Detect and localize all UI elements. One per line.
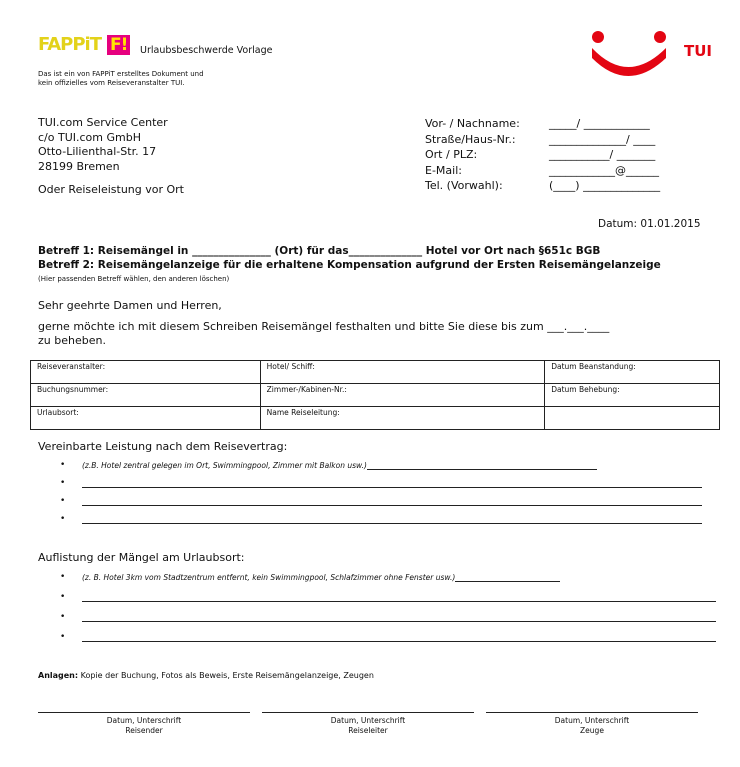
table-row [31, 407, 720, 430]
document-title: Urlaubsbeschwerde Vorlage [140, 45, 273, 56]
sender-row-phone [425, 178, 660, 194]
table-cell[interactable]: Name Reiseleitung: [260, 407, 545, 430]
sender-value[interactable]: ____________@______ [549, 163, 659, 177]
recipient-line-3: Otto-Lilienthal-Str. 17 [38, 145, 157, 158]
bullet: • [60, 592, 66, 602]
bullet: • [60, 612, 66, 622]
bullet: • [60, 572, 66, 582]
table-row [31, 384, 720, 407]
body-line-1: gerne möchte ich mit diesem Schreiben Reisemängel festhalten und bitte Sie diese bis zum ___.___.____ [38, 320, 610, 333]
sender-label: Vor- / Nachname: [425, 117, 520, 130]
table-cell[interactable] [545, 407, 720, 430]
bullet: • [60, 632, 66, 642]
signature-label-witness [486, 716, 698, 736]
list-item[interactable] [60, 570, 560, 582]
list-item[interactable] [60, 458, 597, 470]
body-text [38, 320, 609, 348]
attachments-text: Kopie der Buchung, Fotos als Beweis, Erste Reisemängelanzeige, Zeugen [80, 671, 374, 680]
table-cell[interactable]: Datum Beanstandung: [545, 361, 720, 384]
recipient-line-2: c/o TUI.com GmbH [38, 130, 141, 144]
greeting: Sehr geehrte Damen und Herren, [38, 299, 222, 312]
body-line-2: zu beheben. [38, 334, 106, 347]
bullet: • [60, 460, 66, 470]
table-cell[interactable]: Reiseveranstalter: [31, 361, 261, 384]
signature-role: Reisender [125, 726, 163, 735]
sender-value[interactable]: ______________/ ____ [549, 132, 656, 146]
tui-logo-text: TUI [684, 42, 712, 60]
table-cell[interactable]: Hotel/ Schiff: [260, 361, 545, 384]
sender-label: Tel. (Vorwahl): [425, 179, 503, 192]
list-item[interactable] [60, 494, 702, 506]
signature-label-traveler [38, 716, 250, 736]
table-cell[interactable]: Zimmer-/Kabinen-Nr.: [260, 384, 545, 407]
signature-role: Reiseleiter [348, 726, 388, 735]
intro-note [38, 70, 204, 88]
recipient-line-1: TUI.com Service Center [38, 116, 168, 129]
sender-value[interactable]: (____) ______________ [549, 179, 661, 192]
signature-caption: Datum, Unterschrift [554, 716, 630, 725]
subject-line-2: Betreff 2: Reisemängelanzeige für die erhaltene Kompensation aufgrund der Ersten Reisemängelanzeige [38, 259, 661, 271]
attachments-label: Anlagen: [38, 671, 79, 680]
sender-row-city [425, 147, 660, 163]
table-cell[interactable]: Datum Behebung: [545, 384, 720, 407]
list-item-example: (z.B. Hotel zentral gelegen im Ort, Swimmingpool, Zimmer mit Balkon usw.) [82, 461, 367, 470]
signature-line-traveler[interactable] [38, 712, 250, 713]
list-item[interactable] [60, 630, 716, 642]
recipient-alternative: Oder Reiseleistung vor Ort [38, 183, 184, 196]
fill-line [367, 460, 597, 470]
signature-line-witness[interactable] [486, 712, 698, 713]
fill-line [82, 478, 702, 488]
table-row [31, 361, 720, 384]
list-item[interactable] [60, 476, 702, 488]
sender-label: E-Mail: [425, 163, 462, 177]
intro-line-1: Das ist ein von FAPPiT erstelltes Dokument und [38, 70, 204, 78]
subject-hint: (Hier passenden Betreff wählen, den anderen löschen) [38, 275, 230, 283]
fappit-logo-text: FAPPiT [38, 34, 101, 55]
sender-value[interactable]: ___________/ _______ [549, 148, 656, 161]
list-item[interactable] [60, 590, 716, 602]
fappit-logo-bang: F! [107, 35, 130, 55]
signature-caption: Datum, Unterschrift [330, 716, 406, 725]
fill-line [82, 514, 702, 524]
subject-line-1: Betreff 1: Reisemängel in _______________ (Ort) für das______________ Hotel vor Ort nach §651c BGB [38, 245, 601, 257]
signature-caption: Datum, Unterschrift [106, 716, 182, 725]
list-item-example: (z. B. Hotel 3km vom Stadtzentrum entfernt, kein Swimmingpool, Schlafzimmer ohne Fenster usw.) [82, 573, 456, 582]
bullet: • [60, 478, 66, 488]
signature-role: Zeuge [580, 726, 604, 735]
recipient-line-4: 28199 Bremen [38, 159, 120, 173]
fill-line [82, 496, 702, 506]
sender-value[interactable]: _____/ ____________ [549, 117, 650, 130]
signature-line-guide[interactable] [262, 712, 474, 713]
list-item[interactable] [60, 512, 702, 524]
section-defects-title: Auflistung der Mängel am Urlaubsort: [38, 551, 245, 564]
section-agreed-services-title: Vereinbarte Leistung nach dem Reisevertrag: [38, 440, 288, 453]
intro-line-2: kein offizielles vom Reiseveranstalter TUI. [38, 79, 185, 87]
signature-label-guide [262, 716, 474, 736]
sender-block [425, 116, 660, 194]
fill-line [82, 612, 716, 622]
sender-label: Ort / PLZ: [425, 148, 478, 161]
bullet: • [60, 496, 66, 506]
subject-block [38, 244, 661, 272]
sender-row-name [425, 116, 660, 132]
fappit-logo [38, 34, 130, 55]
fill-line [82, 592, 716, 602]
table-cell[interactable]: Urlaubsort: [31, 407, 261, 430]
sender-row-street [425, 132, 660, 148]
recipient-address [38, 116, 168, 174]
sender-label: Straße/Haus-Nr.: [425, 132, 516, 146]
list-item[interactable] [60, 610, 716, 622]
sender-row-email [425, 163, 660, 179]
document-date: Datum: 01.01.2015 [598, 218, 701, 230]
attachments [38, 671, 374, 680]
fill-line [82, 632, 716, 642]
booking-info-table [30, 360, 720, 430]
bullet: • [60, 514, 66, 524]
fill-line [455, 572, 560, 582]
table-cell[interactable]: Buchungsnummer: [31, 384, 261, 407]
